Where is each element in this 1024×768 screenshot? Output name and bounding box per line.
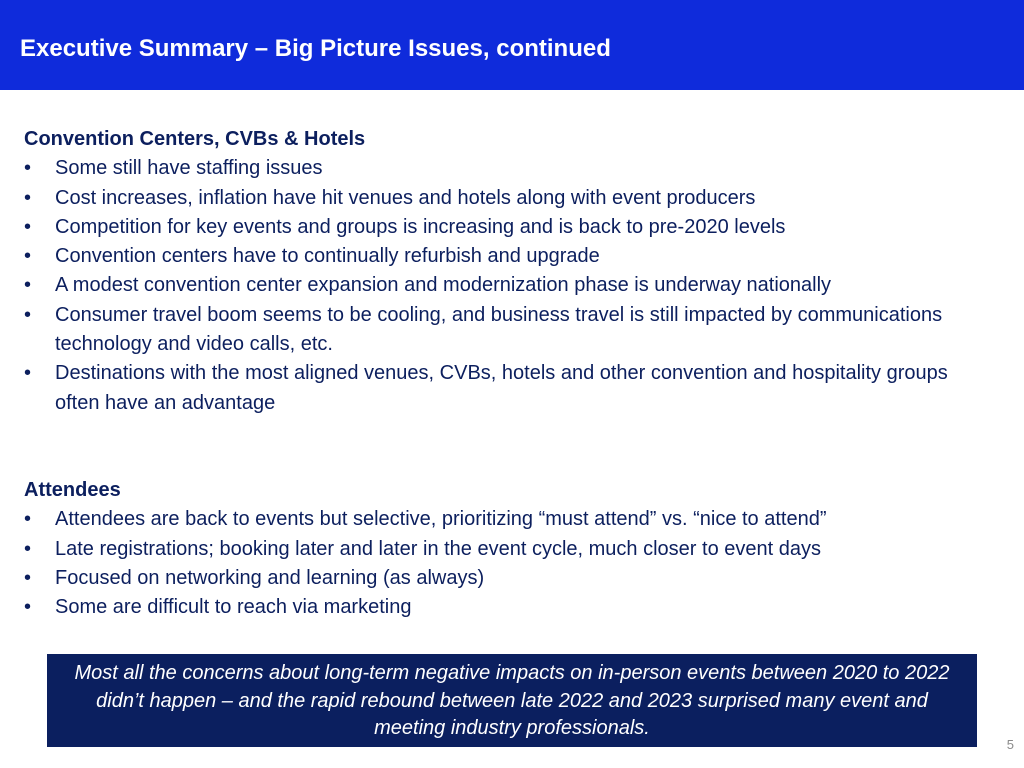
section-venues	[24, 125, 964, 418]
section-heading-attendees: Attendees	[24, 479, 121, 501]
bullet-icon: •	[24, 537, 32, 560]
list-item-text: Destinations with the most aligned venues, CVBs, hotels and other convention and hospitality groups often have an advantage	[55, 362, 948, 414]
bullet-icon: •	[24, 596, 32, 619]
list-item	[24, 154, 964, 183]
list-item-text: Convention centers have to continually refurbish and upgrade	[55, 245, 600, 268]
list-item-text: A modest convention center expansion and modernization phase is underway nationally	[55, 274, 832, 297]
list-item-text: Cost increases, inflation have hit venues and hotels along with event producers	[55, 186, 756, 209]
list-item-text: Some are difficult to reach via marketing	[55, 596, 412, 619]
title-bar	[0, 0, 1024, 90]
list-item-text: Attendees are back to events but selective, prioritizing “must attend” vs. “nice to attend”	[55, 508, 827, 531]
list-item	[24, 184, 964, 213]
list-item-text: Consumer travel boom seems to be cooling, and business travel is still impacted by communications technology and video calls, etc.	[55, 303, 943, 356]
bullet-icon: •	[24, 215, 32, 238]
page-number: 5	[1006, 737, 1014, 752]
bullet-icon: •	[24, 186, 32, 209]
section-heading-venues: Convention Centers, CVBs & Hotels	[24, 128, 366, 150]
list-item-text: Focused on networking and learning (as always)	[55, 566, 485, 589]
bullet-list-attendees	[24, 505, 964, 622]
list-item	[24, 593, 964, 622]
list-item	[24, 271, 964, 300]
bullet-icon: •	[24, 362, 32, 385]
list-item-text: Late registrations; booking later and later in the event cycle, much closer to event days	[55, 537, 821, 560]
slide-title: Executive Summary – Big Picture Issues, continued	[20, 35, 611, 62]
bullet-icon: •	[24, 303, 32, 326]
list-item-text: Some still have staffing issues	[55, 157, 323, 180]
list-item	[24, 564, 964, 593]
list-item	[24, 535, 964, 564]
bullet-list-venues	[24, 154, 964, 418]
section-attendees	[24, 476, 964, 622]
list-item	[24, 301, 964, 360]
list-item	[24, 359, 964, 418]
bullet-icon: •	[24, 508, 32, 531]
list-item	[24, 213, 964, 242]
summary-callout-box	[47, 654, 977, 747]
bullet-icon: •	[24, 157, 32, 180]
list-item	[24, 505, 964, 534]
list-item	[24, 242, 964, 271]
bullet-icon: •	[24, 566, 32, 589]
callout-text: Most all the concerns about long-term negative impacts on in-person events between 2020 to 2022 didn’t happen – and the rapid rebound between late 2022 and 2023 surprised many event and meeting industry professionals.	[74, 662, 950, 739]
bullet-icon: •	[24, 245, 32, 268]
list-item-text: Competition for key events and groups is increasing and is back to pre-2020 levels	[55, 215, 786, 238]
bullet-icon: •	[24, 274, 32, 297]
